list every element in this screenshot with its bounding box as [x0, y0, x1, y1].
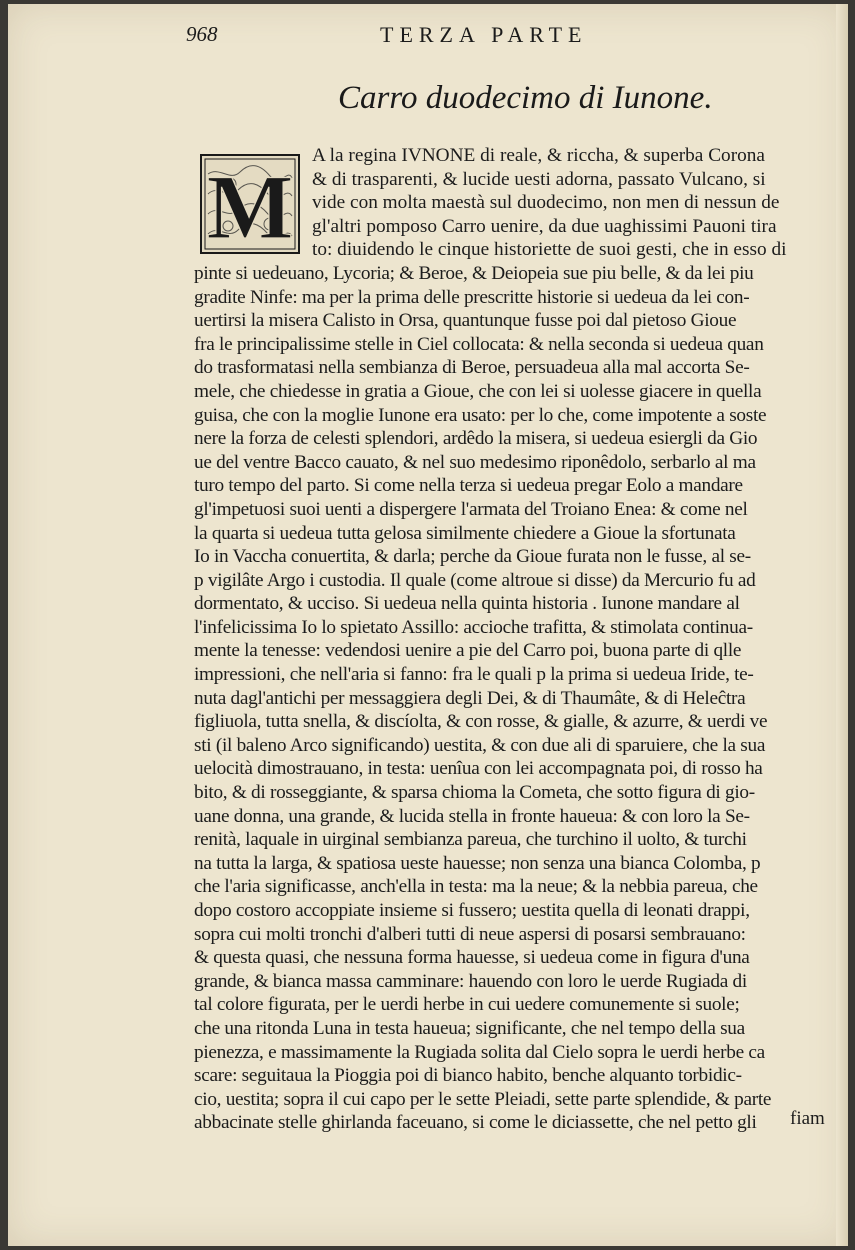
page-number: 968: [186, 22, 218, 46]
text-line: & questa quasi, che nessuna forma hauesse, si uedeua come in figura d'una: [194, 947, 750, 969]
catchword: fiam: [790, 1108, 825, 1129]
text-line: abbacinate stelle ghirlanda faceuano, si come le diciassette, che nel petto gli: [194, 1112, 757, 1134]
text-line: to: diuidendo le cinque historiette de suoi gesti, che in esso di: [312, 239, 787, 261]
text-line: ue del ventre Bacco cauato, & nel suo medesimo riponêdolo, serbarlo al ma: [194, 451, 756, 473]
text-line: p vigilâte Argo i custodia. Il quale (come altroue si disse) da Mercurio fu ad: [194, 569, 756, 591]
body-text: [194, 144, 834, 1135]
text-line: & di trasparenti, & lucide uesti adorna, passato Vulcano, si: [312, 168, 766, 190]
text-line: uelocità dimostrauano, in testa: uenîua con lei accompagnata poi, di rosso ha: [194, 758, 763, 780]
text-line: fra le principalissime stelle in Ciel collocata: & nella seconda si uedeua quan: [194, 333, 764, 355]
text-line: mente la tenesse: vedendosi uenire a pie del Carro poi, buona parte di qlle: [194, 640, 742, 662]
text-line: grande, & bianca massa camminare: hauendo con loro le uerde Rugiada di: [194, 970, 747, 992]
text-line: pienezza, e massimamente la Rugiada solita dal Cielo sopra le uerdi herbe ca: [194, 1041, 765, 1063]
text-line: mele, che chiedesse in gratia a Gioue, che con lei si uolesse giacere in quella: [194, 380, 762, 402]
text-line: che l'aria significasse, anch'ella in testa: ma la neue; & la nebbia pareua, che: [194, 876, 758, 898]
initial-letter: M: [206, 156, 294, 254]
text-line: la quarta si uedeua tutta gelosa similmente chiedere a Gioue la sfortunata: [194, 522, 736, 544]
text-line: gl'altri pomposo Carro uenire, da due uaghissimi Pauoni tira: [312, 215, 777, 237]
text-line: guisa, che con la moglie Iunone era usato: per lo che, come impotente a soste: [194, 404, 767, 426]
text-line: figliuola, tutta snella, & discíolta, & con rosse, & gialle, & azurre, & uerdi ve: [194, 711, 768, 733]
text-line: cio, uestita; sopra il cui capo per le sette Pleiadi, sette parte splendide, & parte: [194, 1088, 772, 1110]
text-line: uane donna, una grande, & lucida stella in fronte haueua: & con loro la Se-: [194, 805, 750, 827]
running-title: TERZA PARTE: [380, 22, 588, 47]
text-line: bito, & di rosseggiante, & sparsa chioma la Cometa, che sotto figura di gio-: [194, 782, 755, 804]
text-line: vide con molta maestà sul duodecimo, non men di nessun de: [312, 192, 780, 214]
text-line: na tutta la larga, & spatiosa ueste hauesse; non senza una bianca Colomba, p: [194, 852, 761, 874]
book-page: [8, 4, 848, 1246]
text-line: l'infelicissima Io lo spietato Assillo: accioche trafitta, & stimolata continua-: [194, 616, 753, 638]
text-line: scare: seguitaua la Pioggia poi di bianco habito, benche alquanto torbidic-: [194, 1065, 742, 1087]
text-line: che una ritonda Luna in testa haueua; significante, che nel tempo della sua: [194, 1017, 745, 1039]
chapter-title: Carro duodecimo di Iunone.: [338, 80, 713, 116]
text-line: sopra cui molti tronchi d'alberi tutti di neue aspersi di posarsi sembrauano:: [194, 923, 746, 945]
text-line: tal colore figurata, per le uerdi herbe in cui uedere comunemente si suole;: [194, 994, 740, 1016]
text-line: Io in Vaccha conuertita, & darla; perche da Gioue furata non le fusse, al se-: [194, 546, 751, 568]
text-line: impressioni, che nell'aria si fanno: fra le quali p la prima si uedeua Iride, te-: [194, 664, 754, 686]
text-line: dormentato, & ucciso. Si uedeua nella quinta historia . Iunone mandare al: [194, 593, 740, 615]
text-line: gradite Ninfe: ma per la prima delle prescritte historie si uedeua da lei con-: [194, 286, 750, 308]
text-line: uertirsi la misera Calisto in Orsa, quantunque fusse poi dal pietoso Gioue: [194, 310, 737, 332]
text-line: turo tempo del parto. Si come nella terza si uedeua pregar Eolo a mandare: [194, 475, 743, 497]
text-line: dopo costoro accoppiate insieme si fussero; uestita quella di leonati drappi,: [194, 900, 750, 921]
text-line: nuta dagl'antichi per messaggiera degli Dei, & di Thaumâte, & di Heleĉtra: [194, 687, 746, 709]
text-line: renità, laquale in uirginal sembianza pareua, che turchino il uolto, & turchi: [194, 829, 747, 851]
text-line: A la regina IVNONE di reale, & riccha, & superba Corona: [312, 145, 765, 166]
text-line: sti (il baleno Arco significando) uestita, & con due ali di sparuiere, che la sua: [194, 734, 766, 756]
text-line: do trasformatasi nella sembianza di Beroe, persuadeua alla mal accorta Se-: [194, 357, 750, 379]
text-line: gl'impetuosi suoi uenti a dispergere l'armata del Troiano Enea: & come nel: [194, 498, 748, 520]
page-gutter-shadow: [836, 4, 848, 1246]
text-line: nere la forza de celesti splendori, ardêdo la misera, si uedeua esiergli da Gio: [194, 428, 758, 450]
text-line: pinte si uedeuano, Lycoria; & Beroe, & Deiopeia sue piu belle, & da lei piu: [194, 262, 754, 284]
